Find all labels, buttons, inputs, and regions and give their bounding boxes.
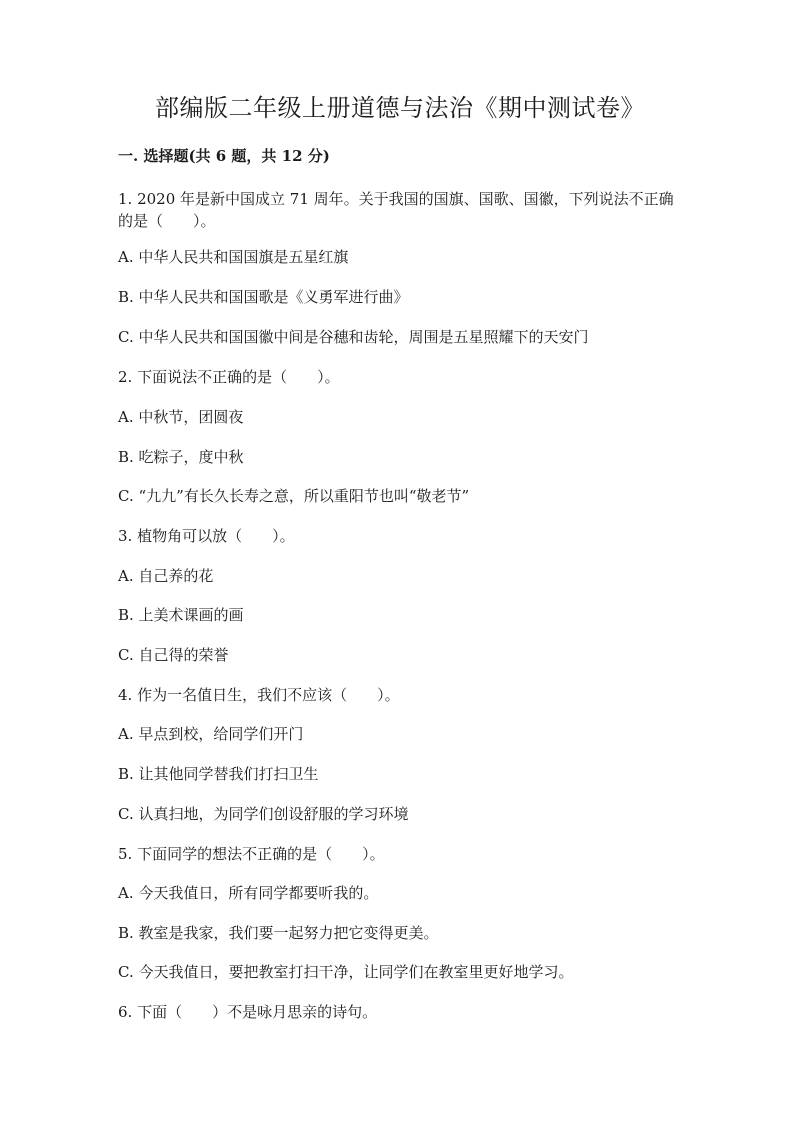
question-2-option-c: C. “九九”有长久长寿之意，所以重阳节也叫“敬老节” [118,487,470,505]
question-3-stem: 3. 植物角可以放（ ）。 [118,527,295,545]
question-4-option-a: A. 早点到校，给同学们开门 [118,725,304,743]
question-4-option-b: B. 让其他同学替我们打扫卫生 [118,765,319,783]
question-3-option-a: A. 自己养的花 [118,567,214,585]
question-2-stem: 2. 下面说法不正确的是（ ）。 [118,368,340,386]
page-title: 部编版二年级上册道德与法治《期中测试卷》 [155,94,645,122]
question-1-option-a: A. 中华人民共和国国旗是五星红旗 [118,248,349,266]
question-5-option-b: B. 教室是我家，我们要一起努力把它变得更美。 [118,924,439,942]
question-4-option-c: C. 认真扫地，为同学们创设舒服的学习环境 [118,805,409,823]
question-1-option-b: B. 中华人民共和国国歌是《义勇军进行曲》 [118,288,409,306]
question-2-option-a: A. 中秋节，团圆夜 [118,408,244,426]
question-3-option-b: B. 上美术课画的画 [118,606,244,624]
question-5-option-a: A. 今天我值日，所有同学都要听我的。 [118,884,379,902]
question-4-stem: 4. 作为一名值日生，我们不应该（ ）。 [118,686,400,704]
question-1-option-c: C. 中华人民共和国国徽中间是谷穗和齿轮，周围是五星照耀下的天安门 [118,328,589,346]
question-2-option-b: B. 吃粽子，度中秋 [118,448,244,466]
section-heading: 一. 选择题(共 6 题，共 12 分) [118,147,330,165]
question-1-stem: 1. 2020 年是新中国成立 71 周年。关于我国的国旗、国歌、国徽，下列说法不正确的是（ ）。 [118,190,674,230]
question-3-option-c: C. 自己得的荣誉 [118,646,229,664]
question-5-stem: 5. 下面同学的想法不正确的是（ ）。 [118,845,385,863]
question-6-stem: 6. 下面（ ）不是咏月思亲的诗句。 [118,1003,378,1021]
question-5-option-c: C. 今天我值日，要把教室打扫干净，让同学们在教室里更好地学习。 [118,963,574,981]
